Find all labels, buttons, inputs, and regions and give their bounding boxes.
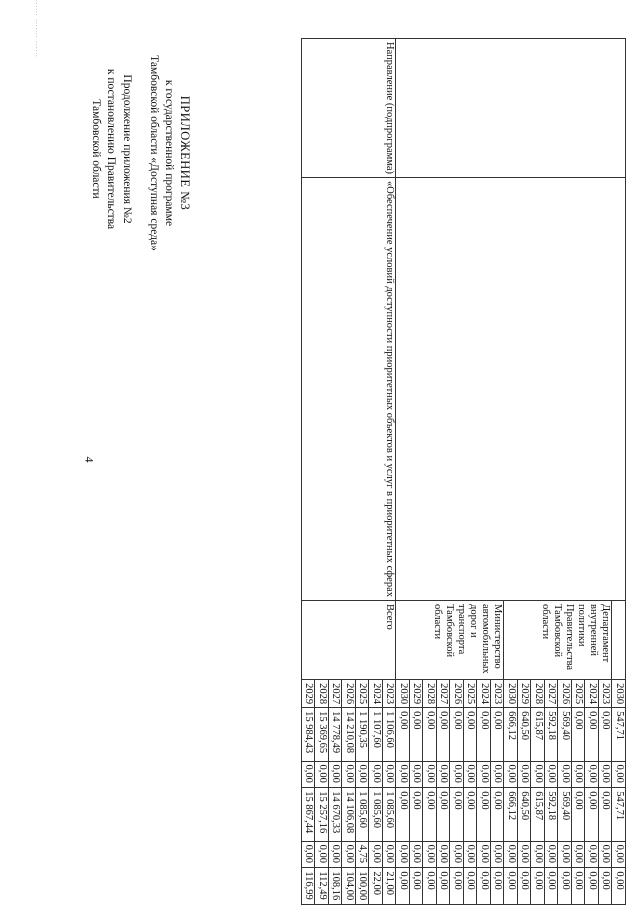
value-cell: 0,00	[302, 761, 316, 788]
value-cell: 0,00	[585, 868, 599, 905]
value-cell: 0,00	[396, 868, 410, 905]
value-cell: 116,99	[302, 868, 316, 905]
value-cell: 0,00	[423, 761, 437, 788]
value-cell: 592,18	[545, 708, 559, 761]
value-cell: 0,00	[599, 761, 613, 788]
year-cell: 2027	[329, 680, 343, 708]
value-cell: 0,00	[545, 868, 559, 905]
value-cell: 0,00	[396, 761, 410, 788]
executor-cell: Министерство автомобильных дорог и транспорта Тамбовской области	[396, 601, 504, 680]
value-cell: 1 106,60	[383, 708, 397, 761]
value-cell: 0,00	[585, 788, 599, 841]
value-cell: 0,00	[464, 868, 478, 905]
executor-cell: Департамент внутренней политики Правительства Тамбовской области	[504, 601, 612, 680]
value-cell: 0,00	[464, 761, 478, 788]
year-cell: 2030	[504, 680, 518, 708]
appendix-line: к государственной программе	[163, 79, 176, 227]
value-cell: 0,00	[396, 708, 410, 761]
value-cell: 0,00	[572, 761, 586, 788]
value-cell: 0,00	[477, 868, 491, 905]
executor-cell: Всего	[302, 601, 397, 680]
value-cell: 1 190,35	[356, 708, 370, 761]
executor-cell	[612, 601, 626, 680]
year-cell: 2026	[450, 680, 464, 708]
value-cell: 0,00	[450, 708, 464, 761]
value-cell: 14 210,08	[342, 708, 356, 761]
value-cell: 0,00	[477, 708, 491, 761]
value-cell: 0,00	[410, 788, 424, 841]
value-cell: 0,00	[369, 761, 383, 788]
value-cell: 569,40	[558, 708, 572, 761]
value-cell: 0,00	[545, 761, 559, 788]
value-cell: 0,00	[599, 708, 613, 761]
value-cell: 0,00	[315, 761, 329, 788]
value-cell: 547,71	[612, 708, 626, 761]
value-cell: 0,00	[585, 761, 599, 788]
value-cell: 0,00	[491, 868, 505, 905]
appendix-block	[145, 28, 193, 278]
value-cell: 0,00	[545, 841, 559, 868]
value-cell: 0,00	[315, 841, 329, 868]
value-cell: 0,00	[491, 788, 505, 841]
value-cell: 0,00	[558, 841, 572, 868]
year-cell: 2030	[396, 680, 410, 708]
value-cell: 14 106,08	[342, 788, 356, 841]
stamp-text: ...... ....... ......	[34, 0, 42, 58]
financing-table	[301, 38, 626, 905]
value-cell: 0,00	[329, 841, 343, 868]
value-cell: 0,00	[437, 788, 451, 841]
value-cell: 640,50	[518, 708, 532, 761]
year-cell: 2023	[599, 680, 613, 708]
value-cell: 0,00	[369, 841, 383, 868]
value-cell: 615,87	[531, 788, 545, 841]
value-cell: 0,00	[504, 841, 518, 868]
value-cell: 0,00	[531, 868, 545, 905]
year-cell: 2028	[531, 680, 545, 708]
value-cell: 0,00	[423, 841, 437, 868]
value-cell: 0,00	[464, 841, 478, 868]
appendix-title: ПРИЛОЖЕНИЕ №3	[178, 95, 192, 211]
value-cell: 0,00	[572, 788, 586, 841]
value-cell: 15 257,16	[315, 788, 329, 841]
value-cell: 0,00	[450, 788, 464, 841]
value-cell: 0,00	[477, 788, 491, 841]
year-cell: 2024	[369, 680, 383, 708]
value-cell: 1 107,60	[369, 708, 383, 761]
value-cell: 592,18	[545, 788, 559, 841]
year-cell: 2025	[464, 680, 478, 708]
value-cell: 0,00	[518, 868, 532, 905]
value-cell: 0,00	[450, 761, 464, 788]
value-cell: 0,00	[612, 761, 626, 788]
value-cell: 569,40	[558, 788, 572, 841]
value-cell: 0,00	[437, 708, 451, 761]
year-cell: 2028	[315, 680, 329, 708]
value-cell: 100,00	[356, 868, 370, 905]
value-cell: 547,71	[612, 788, 626, 841]
value-cell: 0,00	[396, 788, 410, 841]
value-cell: 0,00	[572, 841, 586, 868]
appendix-line: Тамбовской области «Доступная среда»	[147, 55, 160, 251]
spacer-cell	[396, 178, 626, 601]
direction-label: Направление (подпрограмма)	[302, 39, 397, 178]
value-cell: 0,00	[599, 868, 613, 905]
value-cell: 0,00	[531, 761, 545, 788]
value-cell: 0,00	[383, 761, 397, 788]
value-cell: 15 984,43	[302, 708, 316, 761]
value-cell: 666,12	[504, 788, 518, 841]
value-cell: 0,00	[410, 761, 424, 788]
value-cell: 0,00	[437, 868, 451, 905]
header-line: к постановлению Правительства	[105, 68, 118, 230]
value-cell: 14 670,33	[329, 788, 343, 841]
value-cell: 0,00	[491, 708, 505, 761]
page-number: 4	[82, 456, 97, 463]
year-cell: 2023	[491, 680, 505, 708]
value-cell: 666,12	[504, 708, 518, 761]
value-cell: 0,00	[558, 761, 572, 788]
value-cell: 0,00	[329, 761, 343, 788]
value-cell: 0,00	[383, 841, 397, 868]
value-cell: 22,00	[369, 868, 383, 905]
year-cell: 2024	[585, 680, 599, 708]
year-cell: 2027	[545, 680, 559, 708]
value-cell: 0,00	[531, 841, 545, 868]
value-cell: 0,00	[423, 868, 437, 905]
value-cell: 104,00	[342, 868, 356, 905]
value-cell: 1 085,60	[369, 788, 383, 841]
value-cell: 0,00	[572, 708, 586, 761]
value-cell: 0,00	[518, 761, 532, 788]
table-row	[383, 39, 397, 905]
year-cell: 2023	[383, 680, 397, 708]
value-cell: 1 085,60	[356, 788, 370, 841]
value-cell: 0,00	[599, 841, 613, 868]
value-cell: 15 369,65	[315, 708, 329, 761]
value-cell: 0,00	[410, 708, 424, 761]
value-cell: 14 778,49	[329, 708, 343, 761]
value-cell: 0,00	[585, 841, 599, 868]
value-cell: 0,00	[585, 708, 599, 761]
table-row	[612, 39, 626, 905]
direction-cell	[396, 39, 626, 178]
value-cell: 0,00	[477, 841, 491, 868]
year-cell: 2025	[572, 680, 586, 708]
value-cell: 0,00	[410, 868, 424, 905]
value-cell: 0,00	[450, 841, 464, 868]
value-cell: 0,00	[437, 841, 451, 868]
value-cell: 0,00	[423, 708, 437, 761]
value-cell: 0,00	[464, 788, 478, 841]
value-cell: 21,00	[383, 868, 397, 905]
value-cell: 615,87	[531, 708, 545, 761]
header-block	[87, 34, 134, 264]
value-cell: 4,75	[356, 841, 370, 868]
value-cell: 108,16	[329, 868, 343, 905]
value-cell: 0,00	[464, 708, 478, 761]
subprogram-label: «Обеспечение условий доступности приоритетных объектов и услуг в приоритетных сферах	[302, 178, 397, 601]
value-cell: 0,00	[342, 761, 356, 788]
year-cell: 2027	[437, 680, 451, 708]
value-cell: 0,00	[612, 841, 626, 868]
value-cell: 0,00	[599, 788, 613, 841]
value-cell: 0,00	[477, 761, 491, 788]
value-cell: 0,00	[504, 761, 518, 788]
value-cell: 640,50	[518, 788, 532, 841]
year-cell: 2024	[477, 680, 491, 708]
header-line: Продолжение приложения №2	[121, 74, 133, 224]
year-cell: 2029	[410, 680, 424, 708]
value-cell: 0,00	[504, 868, 518, 905]
year-cell: 2030	[612, 680, 626, 708]
value-cell: 0,00	[396, 841, 410, 868]
year-cell: 2029	[302, 680, 316, 708]
value-cell: 0,00	[410, 841, 424, 868]
value-cell: 15 867,44	[302, 788, 316, 841]
value-cell: 0,00	[342, 841, 356, 868]
value-cell: 1 085,60	[383, 788, 397, 841]
year-cell: 2026	[342, 680, 356, 708]
value-cell: 0,00	[437, 761, 451, 788]
value-cell: 0,00	[423, 788, 437, 841]
value-cell: 0,00	[518, 841, 532, 868]
value-cell: 0,00	[612, 868, 626, 905]
value-cell: 112,49	[315, 868, 329, 905]
year-cell: 2029	[518, 680, 532, 708]
value-cell: 0,00	[356, 761, 370, 788]
value-cell: 0,00	[491, 761, 505, 788]
year-cell: 2025	[356, 680, 370, 708]
value-cell: 0,00	[558, 868, 572, 905]
value-cell: 0,00	[450, 868, 464, 905]
header-line: Тамбовской области	[89, 99, 102, 199]
value-cell: 0,00	[491, 841, 505, 868]
value-cell: 0,00	[572, 868, 586, 905]
value-cell: 0,00	[302, 841, 316, 868]
year-cell: 2028	[423, 680, 437, 708]
year-cell: 2026	[558, 680, 572, 708]
